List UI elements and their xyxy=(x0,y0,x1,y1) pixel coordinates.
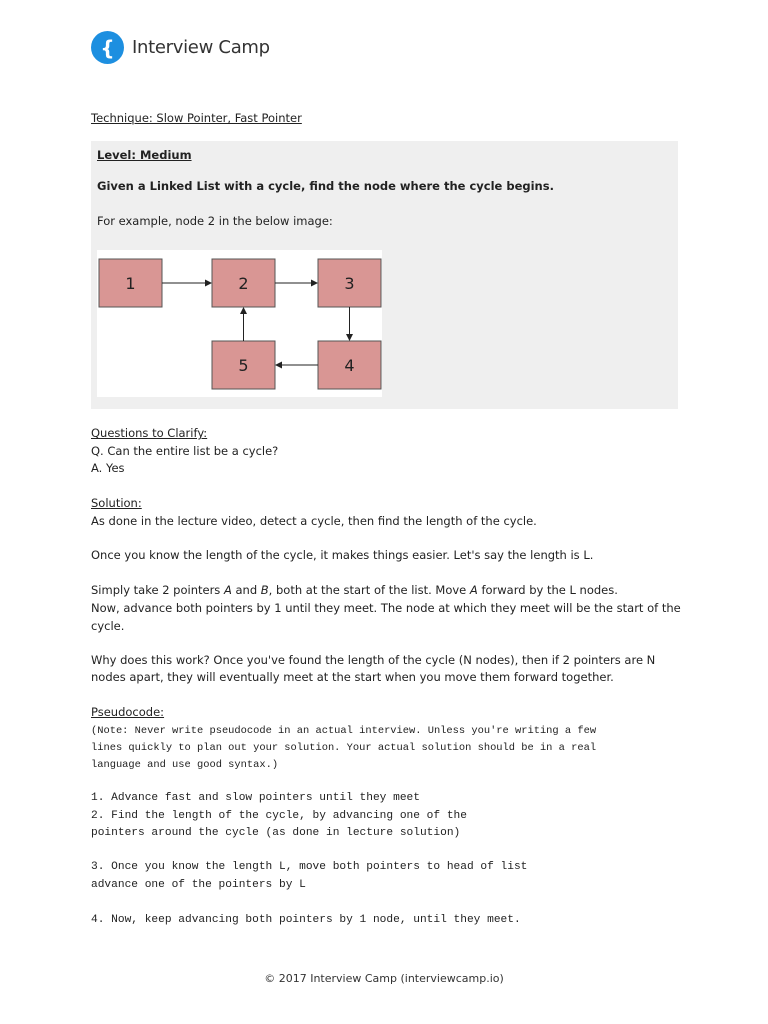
brand-name: Interview Camp xyxy=(132,37,270,58)
text-run: , both at the start of the list. Move xyxy=(268,583,470,597)
node-2-label: 2 xyxy=(238,274,249,293)
pseudocode-step-3-line-1: 3. Once you know the length L, move both pointers to head of list xyxy=(91,861,528,873)
pseudocode-step-2-line-2: pointers around the cycle (as done in lecture solution) xyxy=(91,827,461,839)
level-label: Level: Medium xyxy=(97,148,192,162)
node-1-label: 1 xyxy=(125,274,136,293)
pointer-b: B xyxy=(260,583,269,597)
pseudocode-step-2-line-1: 2. Find the length of the cycle, by advancing one of the xyxy=(91,810,467,822)
pointer-a: A xyxy=(469,583,478,597)
solution-para-3-line-3: cycle. xyxy=(91,619,125,633)
node-3-label: 3 xyxy=(344,274,355,293)
pseudocode-step-1: 1. Advance fast and slow pointers until they meet xyxy=(91,792,420,804)
pointer-a: A xyxy=(223,583,232,597)
pseudocode-note-line-3: language and use good syntax.) xyxy=(91,759,279,771)
text-run: and xyxy=(231,583,261,597)
solution-para-4-line-1: Why does this work? Once you've found the length of the cycle (N nodes), then if 2 pointers are N xyxy=(91,653,656,667)
clarify-heading: Questions to Clarify: xyxy=(91,426,208,440)
pseudocode-note-line-1: (Note: Never write pseudocode in an actual interview. Unless you're writing a few xyxy=(91,725,597,737)
node-1 xyxy=(99,259,162,307)
clarify-question: Q. Can the entire list be a cycle? xyxy=(91,444,279,458)
problem-statement: Given a Linked List with a cycle, find the node where the cycle begins. xyxy=(97,179,554,193)
brand-logo xyxy=(91,31,270,64)
pseudocode-heading: Pseudocode: xyxy=(91,705,165,719)
linked-list-diagram xyxy=(97,250,382,397)
pseudocode-step-3-line-2: advance one of the pointers by L xyxy=(91,879,306,891)
solution-para-3-line-1 xyxy=(91,582,618,600)
technique-heading: Technique: Slow Pointer, Fast Pointer xyxy=(91,111,302,125)
brace-logo-icon: { xyxy=(91,31,124,64)
pseudocode-step-4: 4. Now, keep advancing both pointers by 1 node, until they meet. xyxy=(91,914,521,926)
solution-heading: Solution: xyxy=(91,496,142,510)
node-5-label: 5 xyxy=(238,356,249,375)
solution-para-1: As done in the lecture video, detect a cycle, then find the length of the cycle. xyxy=(91,514,537,528)
node-2 xyxy=(212,259,275,307)
solution-para-2: Once you know the length of the cycle, it makes things easier. Let's say the length is L. xyxy=(91,548,594,562)
node-3 xyxy=(318,259,381,307)
solution-para-4-line-2: nodes apart, they will eventually meet at the start when you move them forward together. xyxy=(91,670,614,684)
clarify-answer: A. Yes xyxy=(91,461,125,475)
node-4 xyxy=(318,341,381,389)
example-text: For example, node 2 in the below image: xyxy=(97,214,333,228)
node-5 xyxy=(212,341,275,389)
text-run: forward by the L nodes. xyxy=(477,583,618,597)
text-run: Simply take 2 pointers xyxy=(91,583,224,597)
page-footer: © 2017 Interview Camp (interviewcamp.io) xyxy=(264,972,504,985)
solution-para-3-line-2: Now, advance both pointers by 1 until they meet. The node at which they meet will be the start of the xyxy=(91,601,681,615)
pseudocode-note-line-2: lines quickly to plan out your solution. Your actual solution should be in a real xyxy=(91,742,597,754)
node-4-label: 4 xyxy=(344,356,355,375)
